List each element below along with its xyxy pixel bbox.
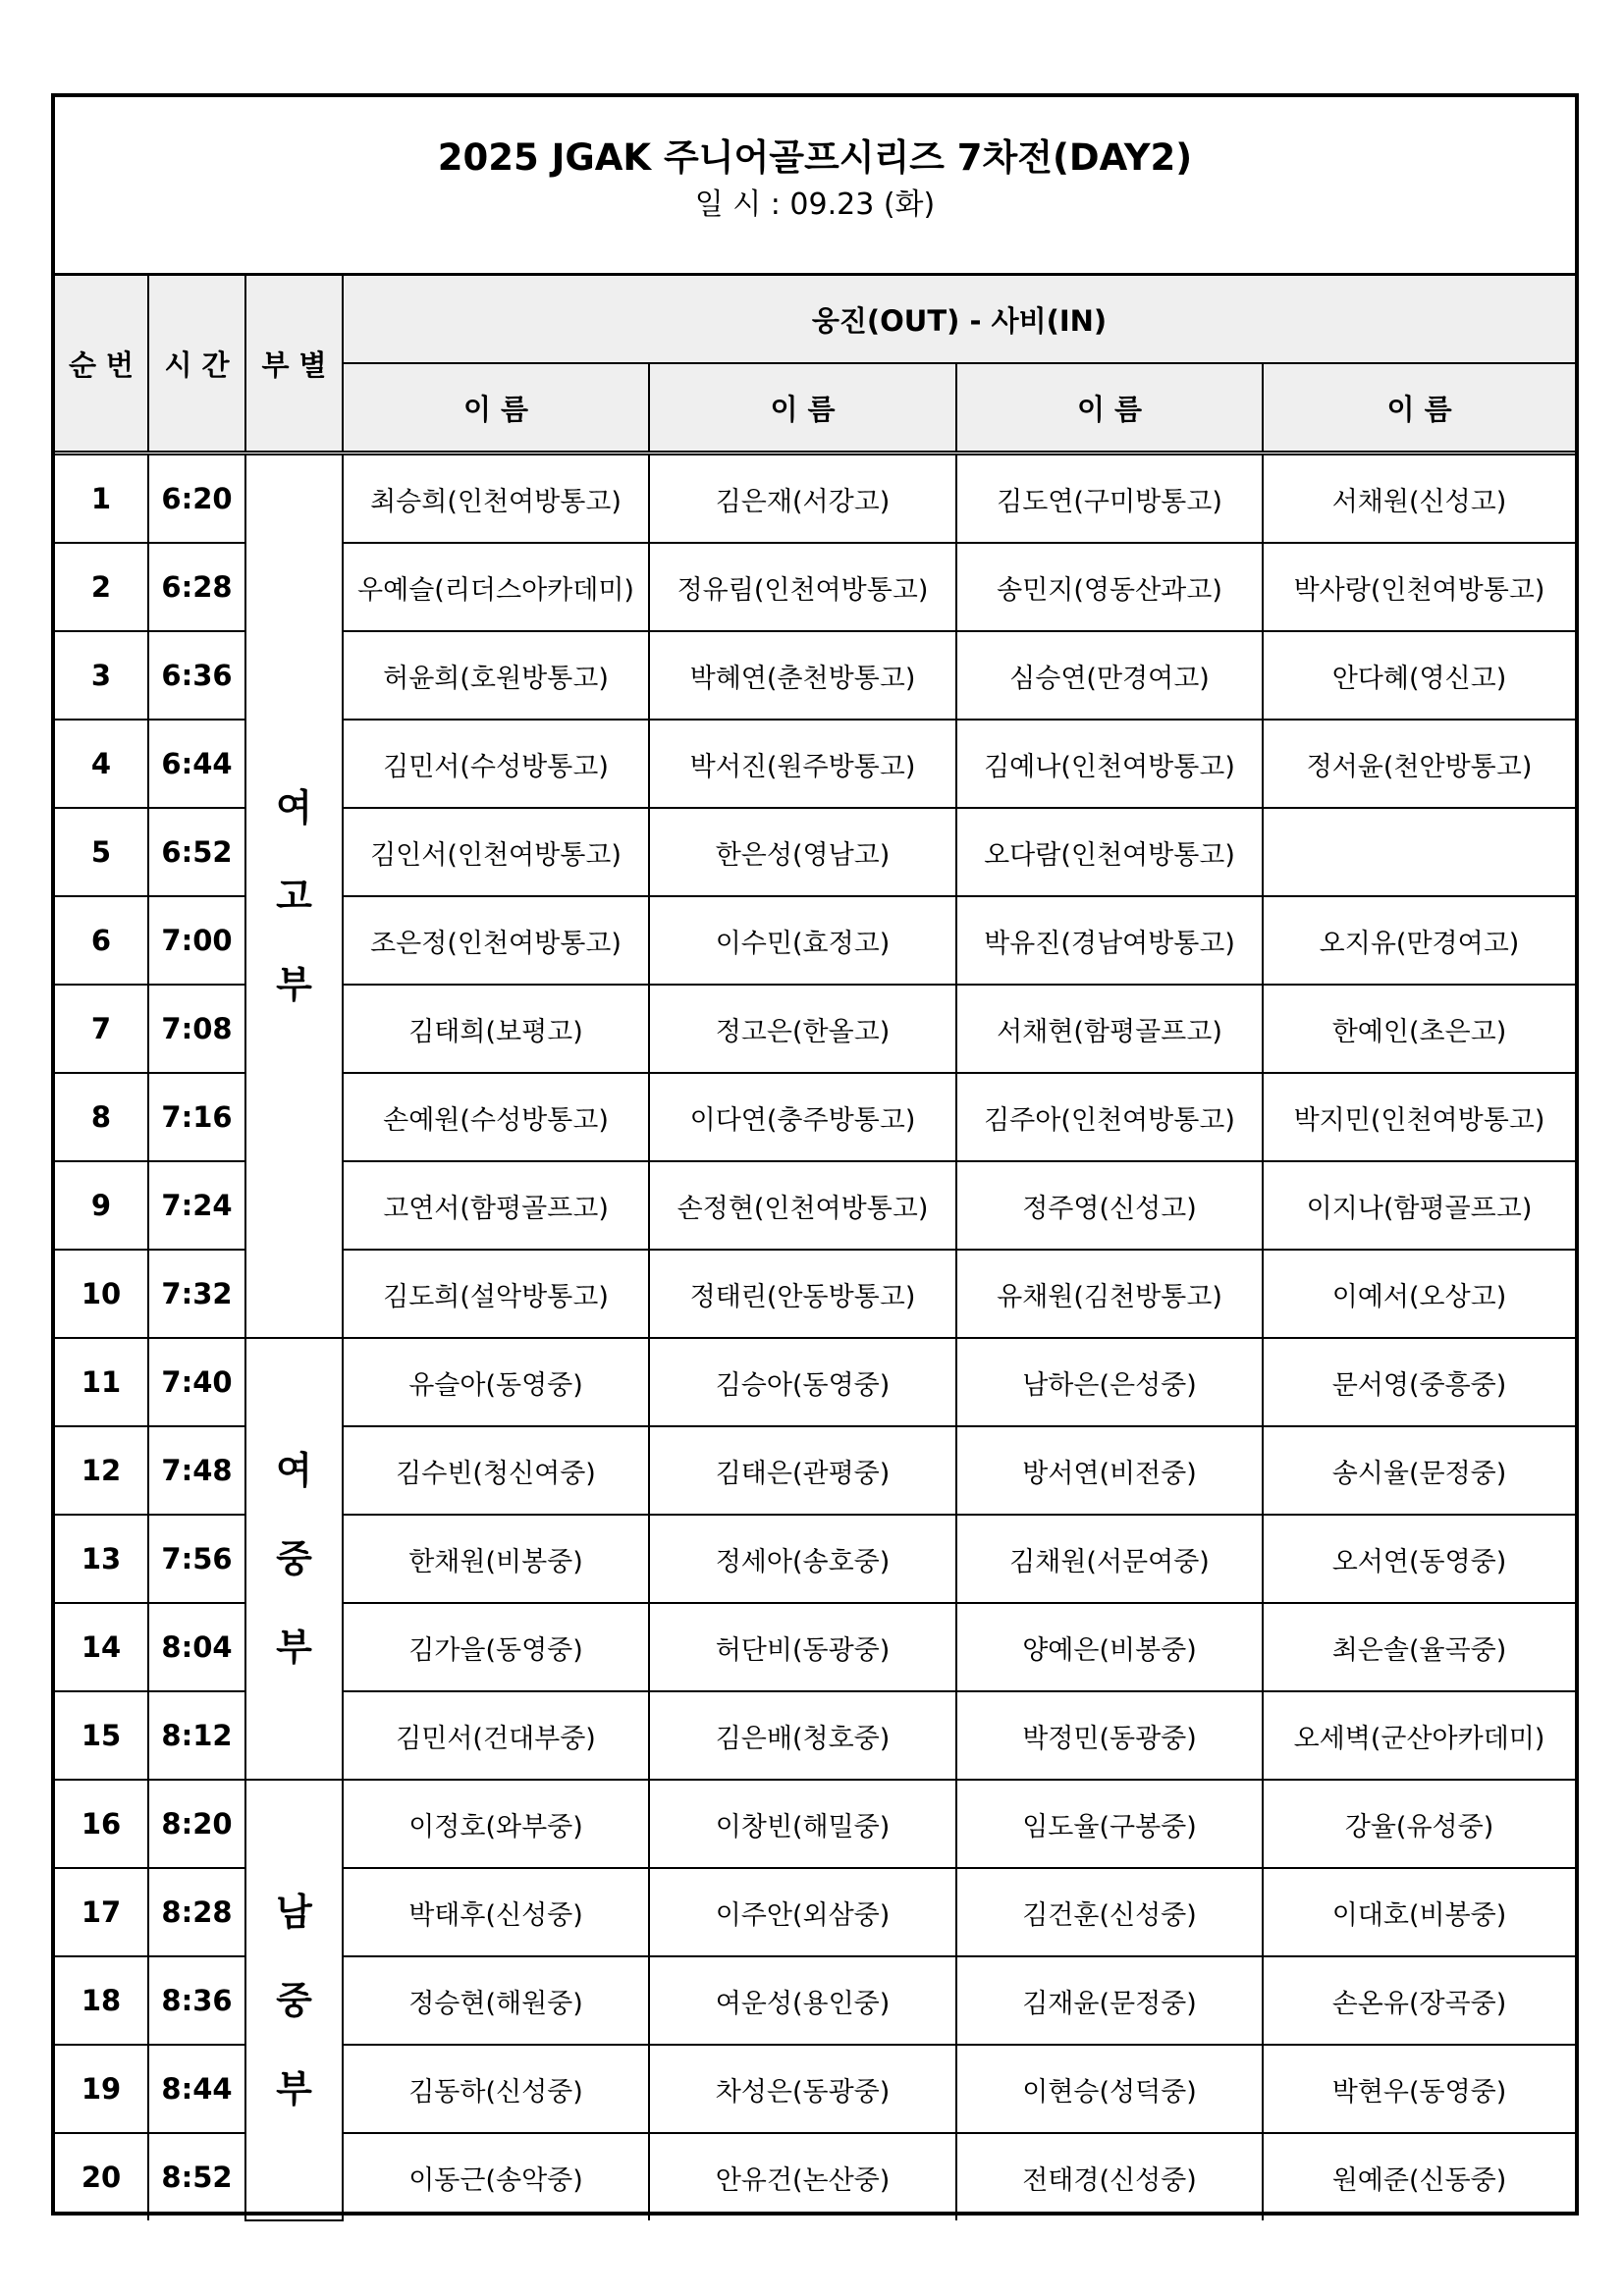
player-name-3: 남하은(은성중) — [956, 1338, 1263, 1426]
tee-time: 7:24 — [148, 1161, 245, 1250]
player-name-2: 여운성(용인중) — [649, 1956, 956, 2045]
player-name-1: 이정호(와부중) — [343, 1780, 649, 1868]
row-number: 11 — [55, 1338, 148, 1426]
player-name-4: 박현우(동영중) — [1263, 2045, 1575, 2133]
player-name-3: 박정민(동광중) — [956, 1691, 1263, 1780]
player-name-3: 오다람(인천여방통고) — [956, 808, 1263, 896]
player-name-4: 박지민(인천여방통고) — [1263, 1073, 1575, 1161]
player-name-4: 이예서(오상고) — [1263, 1250, 1575, 1338]
tee-time: 8:28 — [148, 1868, 245, 1956]
player-name-2: 이창빈(해밀중) — [649, 1780, 956, 1868]
player-name-3: 김재윤(문정중) — [956, 1956, 1263, 2045]
header-course: 웅진(OUT) - 사비(IN) — [343, 276, 1575, 363]
player-name-3: 김채원(서문여중) — [956, 1515, 1263, 1603]
row-number: 20 — [55, 2133, 148, 2220]
player-name-2: 이수민(효정고) — [649, 896, 956, 985]
division-char: 여 — [276, 786, 312, 829]
row-number: 7 — [55, 985, 148, 1073]
row-number: 5 — [55, 808, 148, 896]
division-char: 부 — [276, 963, 312, 1006]
event-date: 일 시 : 09.23 (화) — [694, 187, 936, 222]
row-number: 8 — [55, 1073, 148, 1161]
tee-time: 6:20 — [148, 455, 245, 543]
tee-time: 7:08 — [148, 985, 245, 1073]
player-name-3: 김도연(구미방통고) — [956, 455, 1263, 543]
player-name-1: 손예원(수성방통고) — [343, 1073, 649, 1161]
player-name-4: 오서연(동영중) — [1263, 1515, 1575, 1603]
player-name-1: 김수빈(청신여중) — [343, 1426, 649, 1515]
row-number: 1 — [55, 455, 148, 543]
header-time: 시 간 — [148, 276, 245, 454]
player-name-4: 서채원(신성고) — [1263, 455, 1575, 543]
row-number: 4 — [55, 720, 148, 808]
division-char: 부 — [276, 1626, 312, 1669]
row-number: 17 — [55, 1868, 148, 1956]
row-number: 18 — [55, 1956, 148, 2045]
division-char: 중 — [276, 1537, 312, 1580]
player-name-2: 정태린(안동방통고) — [649, 1250, 956, 1338]
player-name-2: 정고은(한올고) — [649, 985, 956, 1073]
player-name-1: 김태희(보평고) — [343, 985, 649, 1073]
row-number: 12 — [55, 1426, 148, 1515]
tee-time: 7:00 — [148, 896, 245, 985]
player-name-1: 김민서(건대부중) — [343, 1691, 649, 1780]
row-number: 13 — [55, 1515, 148, 1603]
player-name-3: 양예은(비봉중) — [956, 1603, 1263, 1691]
division-cell — [245, 1780, 343, 2220]
tee-time: 8:04 — [148, 1603, 245, 1691]
player-name-1: 고연서(함평골프고) — [343, 1161, 649, 1250]
player-name-1: 김가을(동영중) — [343, 1603, 649, 1691]
player-name-2: 김태은(관평중) — [649, 1426, 956, 1515]
player-name-2: 정유림(인천여방통고) — [649, 543, 956, 631]
header-division: 부 별 — [245, 276, 343, 454]
tee-time: 8:52 — [148, 2133, 245, 2220]
player-name-1: 한채원(비봉중) — [343, 1515, 649, 1603]
player-name-4: 오지유(만경여고) — [1263, 896, 1575, 985]
player-name-2: 허단비(동광중) — [649, 1603, 956, 1691]
player-name-1: 김민서(수성방통고) — [343, 720, 649, 808]
tee-time: 7:16 — [148, 1073, 245, 1161]
table-header — [55, 276, 1575, 455]
player-name-4: 이대호(비봉중) — [1263, 1868, 1575, 1956]
player-name-4: 정서윤(천안방통고) — [1263, 720, 1575, 808]
player-name-1: 김도희(설악방통고) — [343, 1250, 649, 1338]
player-name-3: 전태경(신성중) — [956, 2133, 1263, 2220]
player-name-4: 안다혜(영신고) — [1263, 631, 1575, 720]
division-char: 남 — [276, 1890, 312, 1934]
player-name-3: 방서연(비전중) — [956, 1426, 1263, 1515]
player-name-4: 강율(유성중) — [1263, 1780, 1575, 1868]
player-name-2: 한은성(영남고) — [649, 808, 956, 896]
player-name-4: 문서영(중흥중) — [1263, 1338, 1575, 1426]
division-cell — [245, 455, 343, 1338]
player-name-4: 원예준(신동중) — [1263, 2133, 1575, 2220]
player-name-2: 김은배(청호중) — [649, 1691, 956, 1780]
player-name-3: 김예나(인천여방통고) — [956, 720, 1263, 808]
row-number: 9 — [55, 1161, 148, 1250]
player-name-2: 정세아(송호중) — [649, 1515, 956, 1603]
player-name-3: 정주영(신성고) — [956, 1161, 1263, 1250]
title-block — [55, 97, 1575, 276]
row-number: 19 — [55, 2045, 148, 2133]
row-number: 10 — [55, 1250, 148, 1338]
player-name-2: 박혜연(춘천방통고) — [649, 631, 956, 720]
row-number: 15 — [55, 1691, 148, 1780]
player-name-2: 안유건(논산중) — [649, 2133, 956, 2220]
division-char: 부 — [276, 2066, 312, 2110]
division-char: 여 — [276, 1449, 312, 1492]
row-number: 16 — [55, 1780, 148, 1868]
player-name-1: 최승희(인천여방통고) — [343, 455, 649, 543]
player-name-1: 김인서(인천여방통고) — [343, 808, 649, 896]
player-name-1: 우예슬(리더스아카데미) — [343, 543, 649, 631]
row-number: 2 — [55, 543, 148, 631]
player-name-1: 김동하(신성중) — [343, 2045, 649, 2133]
player-name-4: 최은솔(율곡중) — [1263, 1603, 1575, 1691]
tee-time: 7:48 — [148, 1426, 245, 1515]
tee-time: 6:36 — [148, 631, 245, 720]
player-name-3: 임도율(구봉중) — [956, 1780, 1263, 1868]
player-name-2: 차성은(동광중) — [649, 2045, 956, 2133]
tee-time: 6:28 — [148, 543, 245, 631]
page-title: 2025 JGAK 주니어골프시리즈 7차전(DAY2) — [437, 136, 1193, 179]
player-name-1: 조은정(인천여방통고) — [343, 896, 649, 985]
player-name-3: 송민지(영동산과고) — [956, 543, 1263, 631]
tee-time: 8:36 — [148, 1956, 245, 2045]
player-name-3: 이현승(성덕중) — [956, 2045, 1263, 2133]
tee-time: 7:40 — [148, 1338, 245, 1426]
division-cell — [245, 1338, 343, 1780]
header-name-3: 이 름 — [956, 363, 1263, 454]
player-name-4: 송시율(문정중) — [1263, 1426, 1575, 1515]
player-name-2: 이다연(충주방통고) — [649, 1073, 956, 1161]
division-char: 고 — [276, 875, 312, 918]
header-name-1: 이 름 — [343, 363, 649, 454]
player-name-4 — [1263, 808, 1575, 896]
player-name-3: 심승연(만경여고) — [956, 631, 1263, 720]
player-name-4: 오세벽(군산아카데미) — [1263, 1691, 1575, 1780]
tee-time: 7:32 — [148, 1250, 245, 1338]
player-name-3: 김주아(인천여방통고) — [956, 1073, 1263, 1161]
player-name-4: 이지나(함평골프고) — [1263, 1161, 1575, 1250]
player-name-3: 서채현(함평골프고) — [956, 985, 1263, 1073]
player-name-3: 박유진(경남여방통고) — [956, 896, 1263, 985]
player-name-1: 박태후(신성중) — [343, 1868, 649, 1956]
player-name-4: 박사랑(인천여방통고) — [1263, 543, 1575, 631]
player-name-2: 박서진(원주방통고) — [649, 720, 956, 808]
player-name-3: 유채원(김천방통고) — [956, 1250, 1263, 1338]
header-order: 순 번 — [55, 276, 148, 454]
tee-time: 8:44 — [148, 2045, 245, 2133]
schedule-sheet — [51, 93, 1579, 2216]
table-row — [55, 455, 1575, 543]
table-row — [55, 1338, 1575, 1426]
player-name-1: 유슬아(동영중) — [343, 1338, 649, 1426]
player-name-3: 김건훈(신성중) — [956, 1868, 1263, 1956]
player-name-1: 허윤희(호원방통고) — [343, 631, 649, 720]
table-row — [55, 1780, 1575, 1868]
row-number: 6 — [55, 896, 148, 985]
tee-time: 7:56 — [148, 1515, 245, 1603]
player-name-1: 정승현(해원중) — [343, 1956, 649, 2045]
tee-time: 8:12 — [148, 1691, 245, 1780]
tee-time-table — [55, 455, 1575, 2221]
tee-time: 6:52 — [148, 808, 245, 896]
player-name-2: 이주안(외삼중) — [649, 1868, 956, 1956]
player-name-2: 손정현(인천여방통고) — [649, 1161, 956, 1250]
header-name-4: 이 름 — [1263, 363, 1575, 454]
tee-time: 8:20 — [148, 1780, 245, 1868]
row-number: 3 — [55, 631, 148, 720]
player-name-4: 손온유(장곡중) — [1263, 1956, 1575, 2045]
header-name-2: 이 름 — [649, 363, 956, 454]
player-name-4: 한예인(초은고) — [1263, 985, 1575, 1073]
division-char: 중 — [276, 1978, 312, 2022]
player-name-2: 김승아(동영중) — [649, 1338, 956, 1426]
player-name-1: 이동근(송악중) — [343, 2133, 649, 2220]
player-name-2: 김은재(서강고) — [649, 455, 956, 543]
row-number: 14 — [55, 1603, 148, 1691]
tee-time: 6:44 — [148, 720, 245, 808]
